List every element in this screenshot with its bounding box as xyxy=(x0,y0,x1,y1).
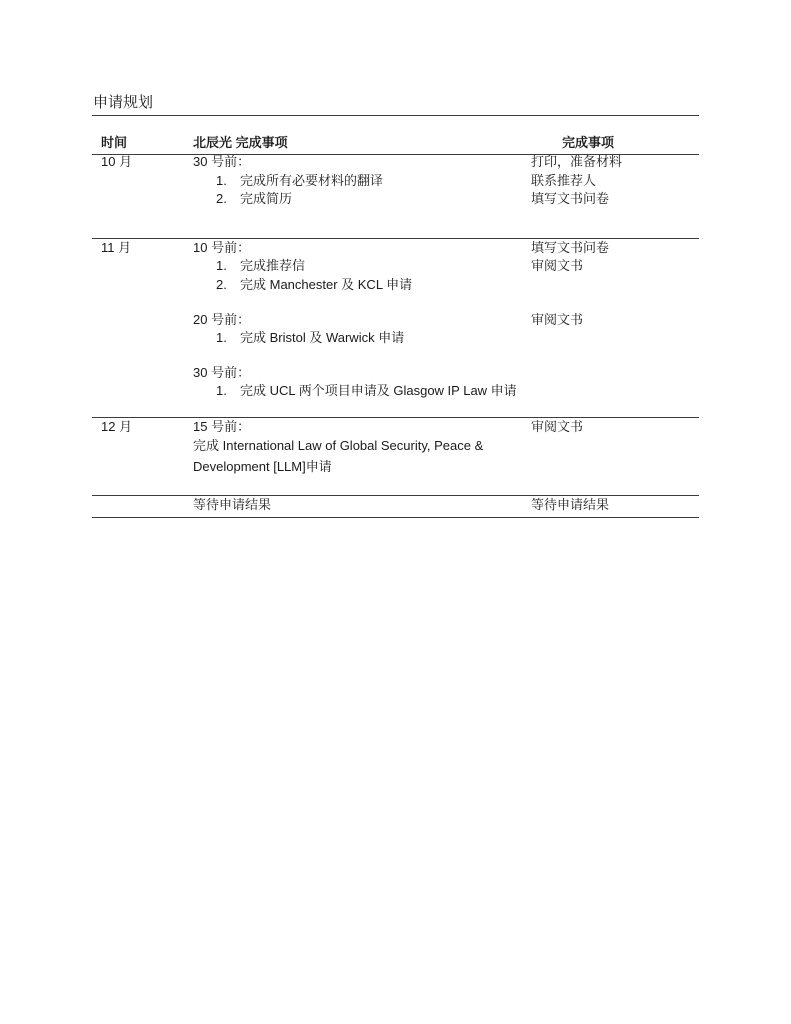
table-header-tasks: 完成事项 xyxy=(562,135,615,150)
deadline: 30 号前： xyxy=(193,154,251,169)
list-item-text: 完成所有必要材料的翻译 xyxy=(240,173,384,188)
task-text-line: 等待申请结果 xyxy=(193,497,272,512)
deadline: 15 号前： xyxy=(193,419,251,434)
table-header-beichenguang-tasks: 北辰光 完成事项 xyxy=(193,135,288,150)
list-item-text: 完成 Bristol 及 Warwick 申请 xyxy=(240,330,405,345)
list-number: 1. xyxy=(216,173,227,188)
list-number: 1. xyxy=(216,330,227,345)
list-item-text: 完成推荐信 xyxy=(240,258,306,273)
task-text-line: Development [LLM]申请 xyxy=(193,459,332,474)
title-underline xyxy=(92,115,699,116)
table-rule xyxy=(92,417,699,418)
right-task: 填写文书问卷 xyxy=(531,191,610,206)
deadline: 30 号前： xyxy=(193,365,251,380)
list-number: 2. xyxy=(216,277,227,292)
right-task: 审阅文书 xyxy=(531,312,584,327)
right-task: 联系推荐人 xyxy=(531,173,597,188)
right-task: 审阅文书 xyxy=(531,419,584,434)
list-item-text: 完成 UCL 两个项目申请及 Glasgow IP Law 申请 xyxy=(240,383,517,398)
page-title: 申请规划 xyxy=(93,94,154,111)
list-item-text: 完成简历 xyxy=(240,191,293,206)
list-number: 1. xyxy=(216,383,227,398)
task-text-line: 完成 International Law of Global Security, Peace & xyxy=(193,438,484,453)
list-item-text: 完成 Manchester 及 KCL 申请 xyxy=(240,277,413,292)
table-header-time: 时间 xyxy=(101,135,128,150)
deadline: 20 号前： xyxy=(193,312,251,327)
right-task: 等待申请结果 xyxy=(531,497,610,512)
deadline: 10 号前： xyxy=(193,240,251,255)
row-time: 11 月 xyxy=(101,240,132,255)
row-time: 12 月 xyxy=(101,419,133,434)
right-task: 打印，准备材料 xyxy=(531,154,623,169)
row-time: 10 月 xyxy=(101,154,133,169)
list-number: 2. xyxy=(216,191,227,206)
right-task: 审阅文书 xyxy=(531,258,584,273)
right-task: 填写文书问卷 xyxy=(531,240,610,255)
list-number: 1. xyxy=(216,258,227,273)
table-bottom-rule xyxy=(92,517,699,518)
